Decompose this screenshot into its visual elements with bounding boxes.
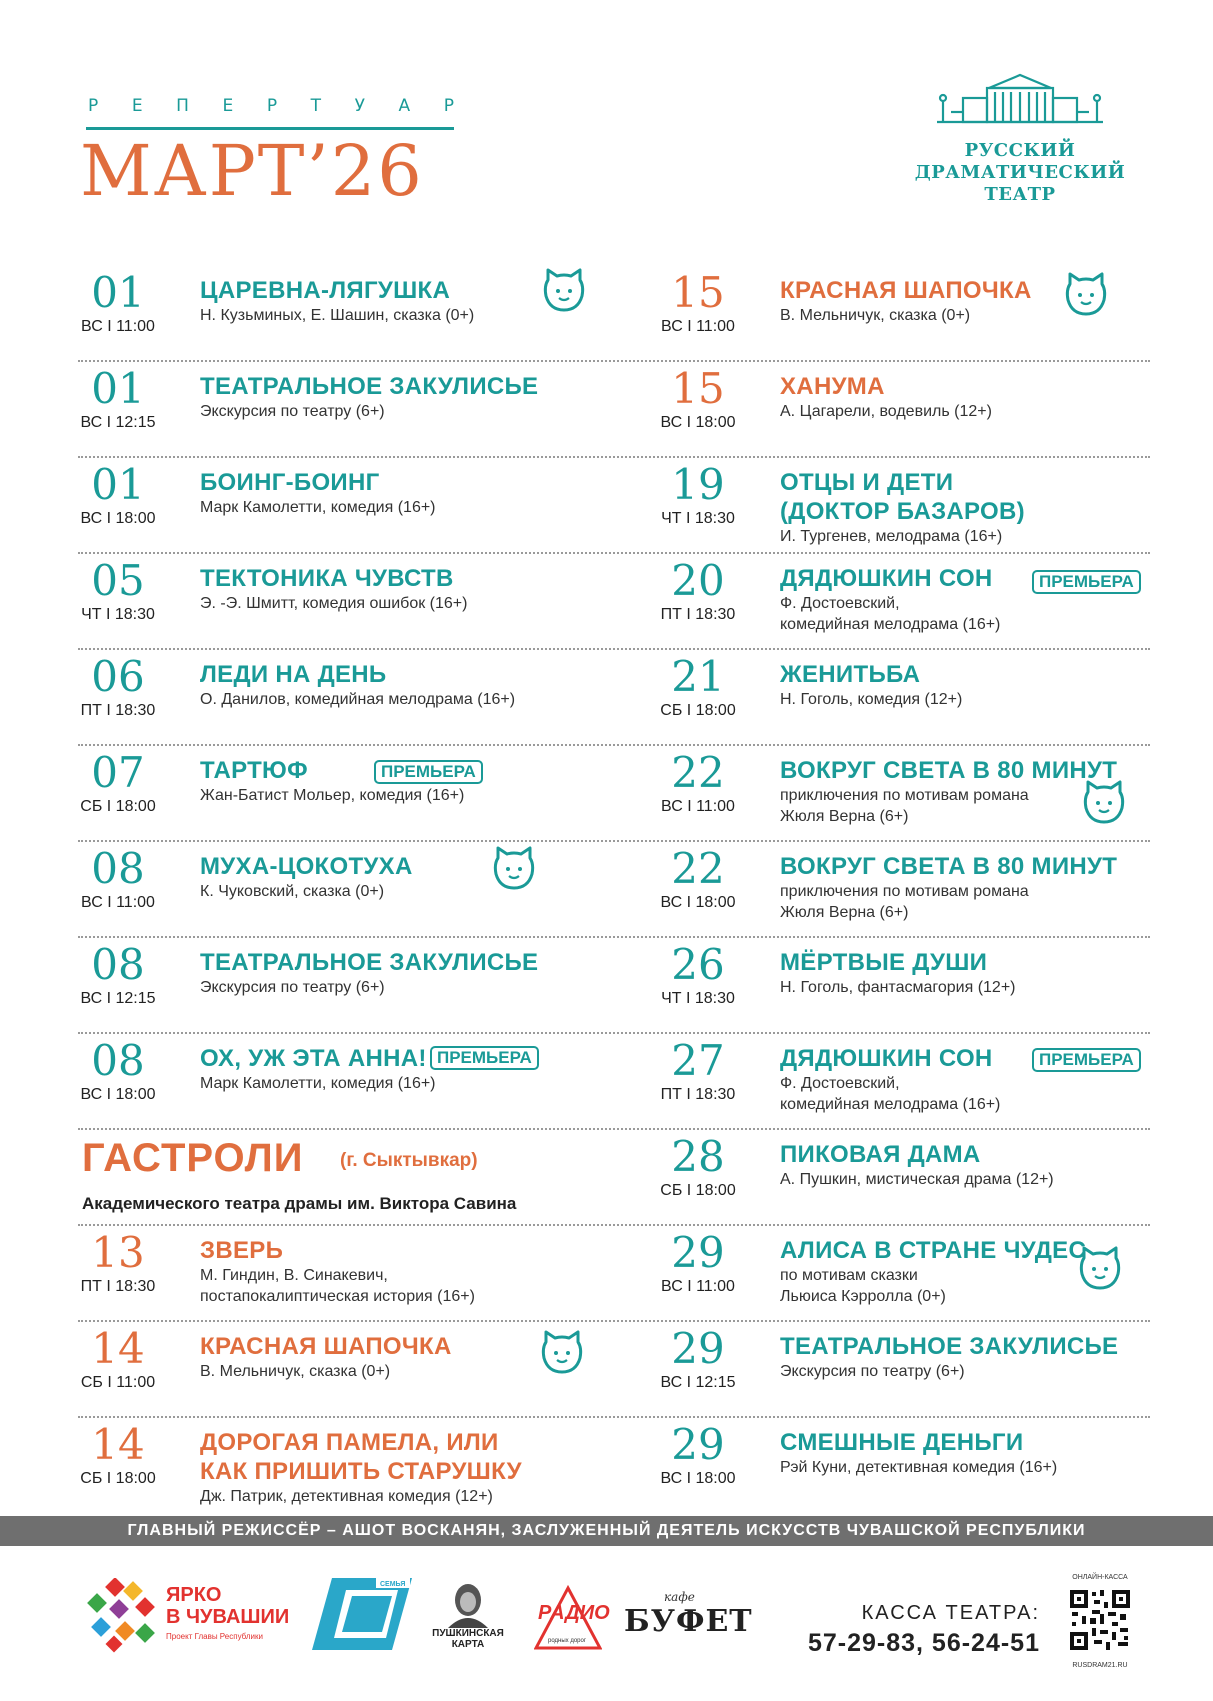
rep-letter: У <box>354 96 365 116</box>
event-day: 05 <box>91 556 145 605</box>
schedule-row <box>78 1322 1150 1418</box>
premiere-badge: ПРЕМЬЕРА <box>1032 570 1141 594</box>
schedule-row <box>78 1418 1150 1514</box>
event-date <box>658 462 738 528</box>
svg-text:родных дорог: родных дорог <box>548 1638 587 1644</box>
yarko-caption: Проект Главы Республики <box>166 1632 263 1641</box>
event-date <box>658 270 738 336</box>
event-title[interactable]: ЛЕДИ НА ДЕНЬ <box>200 661 387 688</box>
event-date <box>78 558 158 624</box>
event-author-genre: Э. -Э. Шмитт, комедия ошибок (16+) <box>200 595 468 612</box>
event-author-genre: Ф. Достоевский, <box>780 1075 900 1092</box>
tour-title: ГАСТРОЛИ <box>82 1136 304 1180</box>
event-date <box>658 366 738 432</box>
event-right-1[interactable] <box>658 266 1178 360</box>
kids-cat-icon <box>1076 1244 1124 1292</box>
event-weekday-time: ПТ I 18:30 <box>660 606 736 623</box>
event-day: 06 <box>91 652 145 701</box>
event-day: 01 <box>91 460 145 509</box>
event-info <box>780 1140 1180 1190</box>
event-author-genre: В. Мельничук, сказка (0+) <box>780 307 971 324</box>
rep-letter: Е <box>222 96 234 116</box>
qr-caption-bottom: RUSDRAM21.RU <box>1072 1662 1128 1669</box>
event-author-genre: Марк Камолетти, комедия (16+) <box>200 499 436 516</box>
box-office-label: КАССА ТЕАТРА: <box>861 1602 1040 1624</box>
semya-logo[interactable] <box>312 1574 422 1654</box>
event-right-8[interactable] <box>658 938 1178 1032</box>
event-day: 27 <box>671 1036 725 1085</box>
event-weekday-time: СБ I 18:00 <box>660 1182 736 1199</box>
event-author-genre: К. Чуковский, сказка (0+) <box>200 883 385 900</box>
rep-letter: П <box>176 96 189 116</box>
event-weekday-time: ПТ I 18:30 <box>80 702 156 719</box>
box-office-phones[interactable]: 57-29-83, 56-24-51 <box>807 1629 1040 1657</box>
tour-city: (г. Сыктывкар) <box>340 1150 478 1171</box>
event-weekday-time: ЧТ I 18:30 <box>81 606 155 623</box>
event-day: 15 <box>671 268 725 317</box>
event-author-genre: Н. Кузьминых, Е. Шашин, сказка (0+) <box>200 307 475 324</box>
event-left-1[interactable] <box>78 266 598 360</box>
event-info <box>200 852 600 902</box>
event-right-2[interactable] <box>658 362 1178 456</box>
event-title[interactable]: КРАСНАЯ ШАПОЧКА <box>780 277 1032 304</box>
theatre-logo[interactable] <box>905 72 1135 212</box>
event-left-6[interactable] <box>78 746 598 840</box>
radio-logo[interactable] <box>534 1584 610 1654</box>
event-right-5[interactable] <box>658 650 1178 744</box>
event-day: 29 <box>671 1420 725 1469</box>
buffet-title: БУФЕТ <box>624 1604 753 1639</box>
yarko-logo[interactable] <box>84 1578 304 1658</box>
event-right-11[interactable] <box>658 1226 1178 1320</box>
event-genre-line2: Жюля Верна (6+) <box>780 904 909 921</box>
event-right-7[interactable] <box>658 842 1178 936</box>
event-weekday-time: ВС I 18:00 <box>80 1086 156 1103</box>
event-title[interactable]: ДЯДЮШКИН СОН <box>780 1045 993 1072</box>
event-right-3[interactable] <box>658 458 1178 552</box>
event-author-genre: О. Данилов, комедийная мелодрама (16+) <box>200 691 516 708</box>
event-weekday-time: СБ I 18:00 <box>80 1470 156 1487</box>
event-author-genre: А. Пушкин, мистическая драма (12+) <box>780 1171 1054 1188</box>
month-title: МАРТ’26 <box>80 130 424 212</box>
event-author-genre: Дж. Патрик, детективная комедия (12+) <box>200 1488 493 1505</box>
qr-icon <box>1068 1588 1132 1652</box>
event-weekday-time: ВС I 11:00 <box>661 318 735 335</box>
qr-code[interactable] <box>1064 1574 1136 1670</box>
rep-letter: Р <box>88 96 99 116</box>
event-info <box>780 372 1180 422</box>
event-right-9[interactable] <box>658 1034 1178 1128</box>
event-title[interactable]: КРАСНАЯ ШАПОЧКА <box>200 1333 452 1360</box>
event-right-13[interactable] <box>658 1418 1178 1512</box>
event-title[interactable]: ТЕАТРАЛЬНОЕ ЗАКУЛИСЬЕ <box>200 373 539 400</box>
event-day: 28 <box>671 1132 725 1181</box>
event-date <box>78 1230 158 1296</box>
event-author-genre: Ф. Достоевский, <box>780 595 900 612</box>
event-genre-line2: постапокалиптическая история (16+) <box>200 1288 475 1305</box>
event-day: 01 <box>91 268 145 317</box>
event-weekday-time: ЧТ I 18:30 <box>661 510 735 527</box>
event-left-8[interactable] <box>78 938 598 1032</box>
event-title[interactable]: МУХА-ЦОКОТУХА <box>200 853 413 880</box>
event-title[interactable]: ЖЕНИТЬБА <box>780 661 921 688</box>
event-info <box>780 1428 1180 1478</box>
event-title[interactable]: АЛИСА В СТРАНЕ ЧУДЕС <box>780 1237 1087 1264</box>
logo-line: ТЕАТР <box>984 184 1056 205</box>
buffet-cafe: кафе <box>664 1590 695 1604</box>
event-title[interactable]: ТЕАТРАЛЬНОЕ ЗАКУЛИСЬЕ <box>200 949 539 976</box>
svg-text:СЕМЬЯ: СЕМЬЯ <box>380 1581 406 1588</box>
event-right-4[interactable] <box>658 554 1178 648</box>
event-title[interactable]: ЗВЕРЬ <box>200 1237 284 1264</box>
premiere-badge: ПРЕМЬЕРА <box>374 760 483 784</box>
event-date <box>658 1134 738 1200</box>
event-genre-line2: комедийная мелодрама (16+) <box>780 1096 1001 1113</box>
rep-letter: Р <box>443 96 454 116</box>
event-author-genre: приключения по мотивам романа <box>780 883 1029 900</box>
event-date <box>78 942 158 1008</box>
schedule-row <box>78 362 1150 458</box>
event-day: 20 <box>671 556 725 605</box>
event-weekday-time: СБ I 18:00 <box>80 798 156 815</box>
event-title-line2[interactable]: КАК ПРИШИТЬ СТАРУШКУ <box>200 1458 522 1485</box>
event-date <box>658 558 738 624</box>
event-day: 29 <box>671 1228 725 1277</box>
event-day: 22 <box>671 844 725 893</box>
schedule-row <box>78 650 1150 746</box>
event-author-genre: Экскурсия по театру (6+) <box>200 979 385 996</box>
schedule-row <box>78 1226 1150 1322</box>
kids-cat-icon <box>538 1328 586 1376</box>
event-left-12[interactable] <box>78 1322 598 1416</box>
event-weekday-time: ЧТ I 18:30 <box>661 990 735 1007</box>
event-left-4[interactable] <box>78 554 598 648</box>
event-date <box>78 366 158 432</box>
event-genre-line2: Льюиса Кэрролла (0+) <box>780 1288 946 1305</box>
event-day: 15 <box>671 364 725 413</box>
event-date <box>658 1038 738 1104</box>
event-title[interactable]: ТЕАТРАЛЬНОЕ ЗАКУЛИСЬЕ <box>780 1333 1119 1360</box>
repertoire-word <box>88 96 454 116</box>
event-date <box>658 1422 738 1488</box>
event-right-6[interactable] <box>658 746 1178 840</box>
qr-caption-top: ОНЛАЙН-КАССА <box>1072 1574 1128 1581</box>
event-day: 08 <box>91 844 145 893</box>
event-weekday-time: ВС I 11:00 <box>661 798 735 815</box>
event-day: 19 <box>671 460 725 509</box>
event-genre-line2: комедийная мелодрама (16+) <box>780 616 1001 633</box>
event-day: 26 <box>671 940 725 989</box>
event-weekday-time: ВС I 12:15 <box>80 414 156 431</box>
event-info <box>200 468 600 518</box>
event-left-7[interactable] <box>78 842 598 936</box>
kids-cat-icon <box>490 844 538 892</box>
event-title[interactable]: ВОКРУГ СВЕТА В 80 МИНУТ <box>780 757 1118 784</box>
event-left-9[interactable] <box>78 1034 598 1128</box>
event-date <box>658 942 738 1008</box>
event-day: 08 <box>91 940 145 989</box>
event-info <box>780 660 1180 710</box>
rep-letter: Р <box>266 96 278 116</box>
event-date <box>78 654 158 720</box>
event-author-genre: Жан-Батист Мольер, комедия (16+) <box>200 787 465 804</box>
event-weekday-time: ВС I 18:00 <box>660 894 736 911</box>
theatre-building-icon <box>935 72 1105 138</box>
kids-cat-icon <box>1062 270 1110 318</box>
event-date <box>658 1326 738 1392</box>
kids-cat-icon <box>1080 778 1128 826</box>
event-date <box>78 1422 158 1488</box>
event-title[interactable]: СМЕШНЫЕ ДЕНЬГИ <box>780 1429 1024 1456</box>
event-author-genre: приключения по мотивам романа <box>780 787 1029 804</box>
event-date <box>658 654 738 720</box>
event-author-genre: Экскурсия по театру (6+) <box>200 403 385 420</box>
schedule-row <box>78 1034 1150 1130</box>
event-author-genre: по мотивам сказки <box>780 1267 918 1284</box>
tour-block <box>78 1130 598 1224</box>
kids-cat-icon <box>540 266 588 314</box>
rep-letter: Е <box>131 96 143 116</box>
event-author-genre: Экскурсия по театру (6+) <box>780 1363 965 1380</box>
premiere-badge: ПРЕМЬЕРА <box>1032 1048 1141 1072</box>
event-date <box>658 1230 738 1296</box>
event-weekday-time: СБ I 18:00 <box>660 702 736 719</box>
event-weekday-time: ВС I 12:15 <box>660 1374 736 1391</box>
yarko-line: ЯРКО <box>166 1584 222 1606</box>
event-title[interactable]: ВОКРУГ СВЕТА В 80 МИНУТ <box>780 853 1118 880</box>
event-date <box>78 750 158 816</box>
event-title[interactable]: ТЕКТОНИКА ЧУВСТВ <box>200 565 454 592</box>
box-office <box>800 1602 1040 1658</box>
event-date <box>78 1038 158 1104</box>
event-day: 08 <box>91 1036 145 1085</box>
event-author-genre: В. Мельничук, сказка (0+) <box>200 1363 391 1380</box>
event-title[interactable]: ОТЦЫ И ДЕТИ <box>780 469 954 496</box>
event-title[interactable]: ХАНУМА <box>780 373 885 400</box>
event-title[interactable]: БОИНГ-БОИНГ <box>200 469 380 496</box>
event-day: 14 <box>91 1324 145 1373</box>
event-info <box>200 564 600 614</box>
header <box>0 0 1213 250</box>
event-info <box>200 1044 600 1094</box>
event-left-3[interactable] <box>78 458 598 552</box>
event-weekday-time: ВС I 18:00 <box>660 1470 736 1487</box>
event-weekday-time: ПТ I 18:30 <box>80 1278 156 1295</box>
premiere-badge: ПРЕМЬЕРА <box>430 1046 539 1070</box>
event-title[interactable]: ТАРТЮФ <box>200 757 308 784</box>
buffet-logo[interactable] <box>624 1590 753 1650</box>
schedule-row <box>78 554 1150 650</box>
rep-letter: А <box>398 96 411 116</box>
event-title[interactable]: ДЯДЮШКИН СОН <box>780 565 993 592</box>
event-author-genre: И. Тургенев, мелодрама (16+) <box>780 528 1003 545</box>
event-title[interactable]: МЁРТВЫЕ ДУШИ <box>780 949 988 976</box>
event-author-genre: Н. Гоголь, комедия (12+) <box>780 691 963 708</box>
schedule-row <box>78 1130 1150 1226</box>
event-left-2[interactable] <box>78 362 598 456</box>
event-date <box>658 846 738 912</box>
event-author-genre: Марк Камолетти, комедия (16+) <box>200 1075 436 1092</box>
event-info <box>200 372 600 422</box>
event-day: 29 <box>671 1324 725 1373</box>
pushkin-line: ПУШКИНСКАЯ <box>432 1628 504 1639</box>
theatre-name <box>905 140 1135 206</box>
event-left-10[interactable] <box>78 1130 598 1224</box>
director-banner: ГЛАВНЫЙ РЕЖИССЁР – АШОТ ВОСКАНЯН, ЗАСЛУЖЕННЫЙ ДЕЯТЕЛЬ ИСКУССТВ ЧУВАШСКОЙ РЕСПУБЛИКИ <box>0 1516 1213 1546</box>
event-day: 22 <box>671 748 725 797</box>
event-weekday-time: ВС I 18:00 <box>660 414 736 431</box>
schedule-row <box>78 266 1150 362</box>
rep-letter: Т <box>310 96 322 116</box>
event-weekday-time: ВС I 11:00 <box>661 1278 735 1295</box>
event-title[interactable]: ОХ, УЖ ЭТА АННА! <box>200 1045 427 1072</box>
event-weekday-time: ВС I 12:15 <box>80 990 156 1007</box>
event-date <box>78 1326 158 1392</box>
event-genre-line2: Жюля Верна (6+) <box>780 808 909 825</box>
event-info <box>200 1236 600 1307</box>
event-title[interactable]: ПИКОВАЯ ДАМА <box>780 1141 981 1168</box>
schedule-row <box>78 842 1150 938</box>
event-info <box>200 660 600 710</box>
event-author-genre: А. Цагарели, водевиль (12+) <box>780 403 992 420</box>
event-day: 14 <box>91 1420 145 1469</box>
pushkin-line: КАРТА <box>451 1639 485 1650</box>
event-left-5[interactable] <box>78 650 598 744</box>
yarko-title <box>166 1584 289 1628</box>
pushkin-card-text <box>430 1628 506 1650</box>
event-info <box>200 948 600 998</box>
event-date <box>78 846 158 912</box>
event-info <box>200 1428 600 1507</box>
event-right-10[interactable] <box>658 1130 1178 1224</box>
tour-subtitle: Академического театра драмы им. Виктора Савина <box>82 1194 517 1213</box>
event-day: 13 <box>91 1228 145 1277</box>
event-info <box>780 852 1180 923</box>
event-info <box>780 276 1180 326</box>
schedule-row <box>78 938 1150 1034</box>
event-date <box>658 750 738 816</box>
schedule-row <box>78 746 1150 842</box>
event-right-12[interactable] <box>658 1322 1178 1416</box>
radio-title: РАДИО <box>538 1602 610 1624</box>
event-info <box>780 948 1180 998</box>
event-day: 21 <box>671 652 725 701</box>
yarko-pattern-icon <box>84 1578 160 1654</box>
event-author-genre: М. Гиндин, В. Синакевич, <box>200 1267 388 1284</box>
event-weekday-time: ВС I 11:00 <box>81 894 155 911</box>
event-weekday-time: СБ I 11:00 <box>80 1374 156 1391</box>
event-left-11[interactable] <box>78 1226 598 1320</box>
event-author-genre: Н. Гоголь, фантасмагория (12+) <box>780 979 1016 996</box>
event-title-line2[interactable]: (ДОКТОР БАЗАРОВ) <box>780 498 1025 525</box>
event-weekday-time: ВС I 11:00 <box>81 318 155 335</box>
event-weekday-time: ПТ I 18:30 <box>660 1086 736 1103</box>
event-weekday-time: ВС I 18:00 <box>80 510 156 527</box>
semya-icon <box>312 1574 422 1654</box>
event-info <box>780 468 1180 547</box>
event-author-genre: Рэй Куни, детективная комедия (16+) <box>780 1459 1058 1476</box>
logo-line: ДРАМАТИЧЕСКИЙ <box>914 162 1126 183</box>
event-info <box>780 1332 1180 1382</box>
event-day: 07 <box>91 748 145 797</box>
pushkin-card-logo[interactable] <box>430 1580 506 1654</box>
event-date <box>78 270 158 336</box>
event-title[interactable]: ДОРОГАЯ ПАМЕЛА, ИЛИ <box>200 1429 499 1456</box>
event-title[interactable]: ЦАРЕВНА-ЛЯГУШКА <box>200 277 451 304</box>
logo-line: РУССКИЙ <box>964 140 1076 161</box>
footer <box>0 1560 1213 1690</box>
event-date <box>78 462 158 528</box>
yarko-line: В ЧУВАШИИ <box>166 1606 290 1628</box>
schedule-row <box>78 458 1150 554</box>
event-left-13[interactable] <box>78 1418 598 1512</box>
pushkin-portrait-icon <box>430 1580 506 1628</box>
event-day: 01 <box>91 364 145 413</box>
